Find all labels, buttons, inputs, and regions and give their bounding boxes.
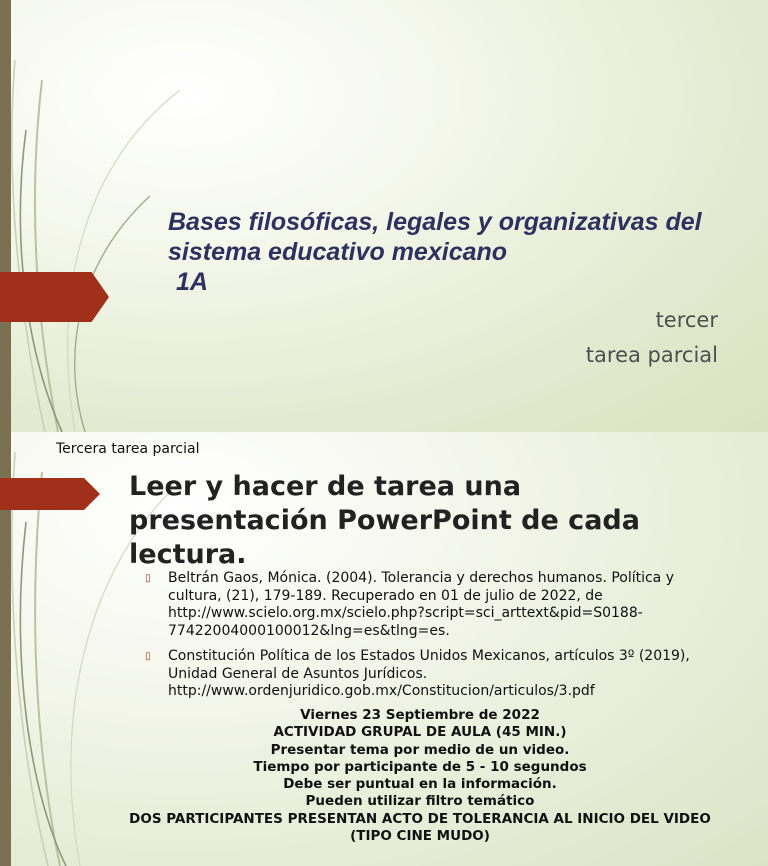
accent-arrow-shape	[0, 478, 100, 510]
reference-line: Unidad General de Asuntos Jurídicos.	[168, 665, 428, 682]
slide-title	[168, 207, 738, 297]
subtitle-line: tercer	[655, 308, 718, 332]
reference-line: cultura, (21), 179-189. Recuperado en 01 de julio de 2022, de	[168, 587, 603, 604]
reference-item	[145, 570, 715, 640]
subtitle-line: tarea parcial	[585, 343, 718, 367]
slide-heading: Leer y hacer de tarea una presentación PowerPoint de cada lectura.	[129, 471, 640, 570]
group-code: 1A	[176, 268, 208, 296]
accent-arrow-shape	[0, 272, 109, 322]
note-line: Pueden utilizar filtro temático	[305, 793, 535, 810]
title-line: Bases filosóficas, legales y organizativas del	[168, 208, 702, 236]
title-line: sistema educativo mexicano	[168, 238, 508, 266]
reference-line: Constitución Política de los Estados Unidos Mexicanos, artículos 3º (2019),	[168, 648, 690, 664]
note-line: Presentar tema por medio de un video.	[270, 741, 570, 758]
bullet-icon: ▯	[145, 651, 151, 662]
slide-subtitle	[586, 303, 718, 373]
activity-notes	[100, 707, 740, 845]
slide-label: Tercera tarea parcial	[56, 441, 200, 457]
slide-1	[0, 0, 768, 432]
reference-line: Beltrán Gaos, Mónica. (2004). Tolerancia y derechos humanos. Política y	[168, 570, 674, 586]
note-line: DOS PARTICIPANTES PRESENTAN ACTO DE TOLERANCIA AL INICIO DEL VIDEO	[129, 810, 711, 827]
slide-2	[0, 432, 768, 866]
reference-link[interactable]: http://www.ordenjuridico.gob.mx/Constitucion/articulos/3.pdf	[168, 683, 595, 699]
side-strip	[0, 0, 11, 432]
note-line: Debe ser puntual en la información.	[283, 776, 557, 793]
note-line: ACTIVIDAD GRUPAL DE AULA (45 MIN.)	[273, 724, 567, 741]
reference-item	[145, 648, 715, 701]
reference-link[interactable]: http://www.scielo.org.mx/scielo.php?script=sci_arttext&pid=S0188-	[168, 605, 643, 621]
bullet-icon: ▯	[145, 573, 151, 584]
reference-list	[145, 570, 715, 709]
note-line: (TIPO CINE MUDO)	[350, 828, 490, 845]
note-line: Tiempo por participante de 5 - 10 segundos	[253, 758, 587, 775]
note-line: Viernes 23 Septiembre de 2022	[300, 707, 540, 723]
reference-link[interactable]: 77422004000100012&lng=es&tlng=es.	[168, 622, 450, 639]
